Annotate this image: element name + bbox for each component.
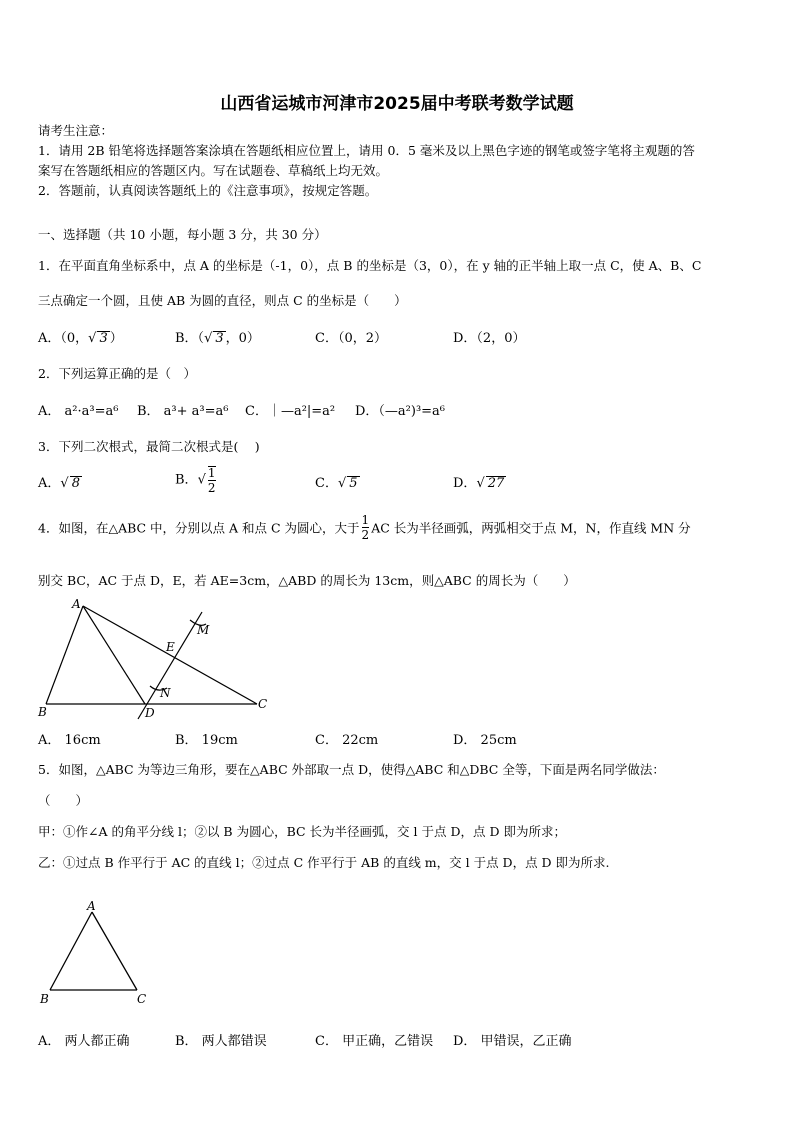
label-b: B: [40, 992, 49, 1006]
q3-option-b: B．√ $\frac{1}{2}$: [175, 466, 216, 495]
q5-method-yi: 乙：①过点 B 作平行于 AC 的直线 l；②过点 C 作平行于 AB 的直线 m，交 l 于点 D，点 D 即为所求.: [38, 855, 610, 870]
q1-option-b: B．（√ 3 ，0）: [175, 331, 260, 346]
notice-line-1-cont: 案写在答题纸相应的答题区内。写在试题卷、草稿纸上均无效。: [38, 163, 389, 178]
q2-option-a: A． a²·a³=a⁶: [38, 404, 119, 419]
line-mn: [138, 612, 202, 719]
label-c: C: [258, 697, 268, 711]
side-ab: [46, 606, 83, 704]
q2-option-b: B． a³+ a³=a⁶: [137, 404, 229, 419]
q3-option-a: A．√ 8: [38, 476, 80, 491]
q5-triangle-figure: [36, 896, 156, 1008]
notice-line-2: 2．答题前，认真阅读答题纸上的《注意事项》，按规定答题。: [38, 183, 378, 198]
q5-option-d: D． 甲错误，乙正确: [453, 1034, 572, 1049]
q5-method-jia: 甲：①作∠A 的角平分线 l；②以 B 为圆心，BC 长为半径画弧，交 l 于点 D，点 D 即为所求；: [38, 824, 566, 839]
segment-ad: [83, 606, 145, 704]
q2-stem: 2．下列运算正确的是（ ）: [38, 366, 196, 381]
section-heading: 一、选择题（共 10 小题，每小题 3 分，共 30 分）: [38, 227, 327, 242]
q1-option-c: C．（0，2）: [315, 331, 387, 346]
q4-stem-line1: 4．如图，在△ABC 中，分别以点 A 和点 C 为圆心，大于 $\frac{1}{2}$ AC 长为半径画弧，两弧相交于点 M，N，作直线 MN 分: [38, 513, 691, 542]
q5-stem-line2: （ ）: [38, 793, 89, 808]
label-b: B: [38, 705, 47, 719]
label-c: C: [137, 992, 147, 1006]
q5-stem-line1: 5．如图，△ABC 为等边三角形，要在△ABC 外部取一点 D，使得△ABC 和△DBC 全等，下面是两名同学做法：: [38, 762, 665, 777]
q4-option-b: B． 19cm: [175, 733, 238, 748]
q4-option-d: D． 25cm: [453, 733, 517, 748]
notice-line-1: 1．请用 2B 铅笔将选择题答案涂填在答题纸相应位置上，请用 0．5 毫米及以上黑色字迹的钢笔或签字笔将主观题的答: [38, 143, 695, 158]
label-m: M: [197, 623, 210, 637]
q5-option-b: B． 两人都错误: [175, 1034, 267, 1049]
page-title: 山西省运城市河津市2025届中考联考数学试题: [220, 94, 574, 114]
q1-option-a: A．（0，√ 3 ）: [38, 331, 123, 346]
q1-stem-line2: 三点确定一个圆，且使 AB 为圆的直径，则点 C 的坐标是（ ）: [38, 293, 407, 308]
q3-option-c: C．√ 5: [315, 476, 358, 491]
q4-triangle-figure: [30, 596, 280, 724]
q4-option-a: A． 16cm: [38, 733, 101, 748]
q4-stem-line2: 别交 BC，AC 于点 D，E，若 AE=3cm，△ABD 的周长为 13cm，则△ABC 的周长为（ ）: [38, 573, 576, 588]
q3-stem: 3．下列二次根式，最简二次根式是( ): [38, 439, 260, 454]
q2-option-c: C．｜—a²|=a²: [245, 404, 336, 419]
label-a: A: [72, 597, 81, 611]
label-n: N: [160, 686, 171, 700]
label-a: A: [87, 899, 96, 913]
q1-option-d: D．（2，0）: [453, 331, 526, 346]
side-ab: [50, 912, 92, 990]
q3-option-d: D．√ 27: [453, 476, 505, 491]
notice-heading: 请考生注意：: [38, 123, 114, 138]
q5-option-a: A． 两人都正确: [38, 1034, 130, 1049]
q5-option-c: C． 甲正确，乙错误: [315, 1034, 434, 1049]
q2-option-d: D．（—a²)³=a⁶: [355, 404, 446, 419]
q1-stem-line1: 1．在平面直角坐标系中，点 A 的坐标是（-1，0），点 B 的坐标是（3，0），在 y 轴的正半轴上取一点 C，使 A、B、C: [38, 258, 702, 273]
side-ac: [92, 912, 137, 990]
label-e: E: [166, 640, 175, 654]
label-d: D: [145, 706, 155, 720]
q4-option-c: C． 22cm: [315, 733, 379, 748]
